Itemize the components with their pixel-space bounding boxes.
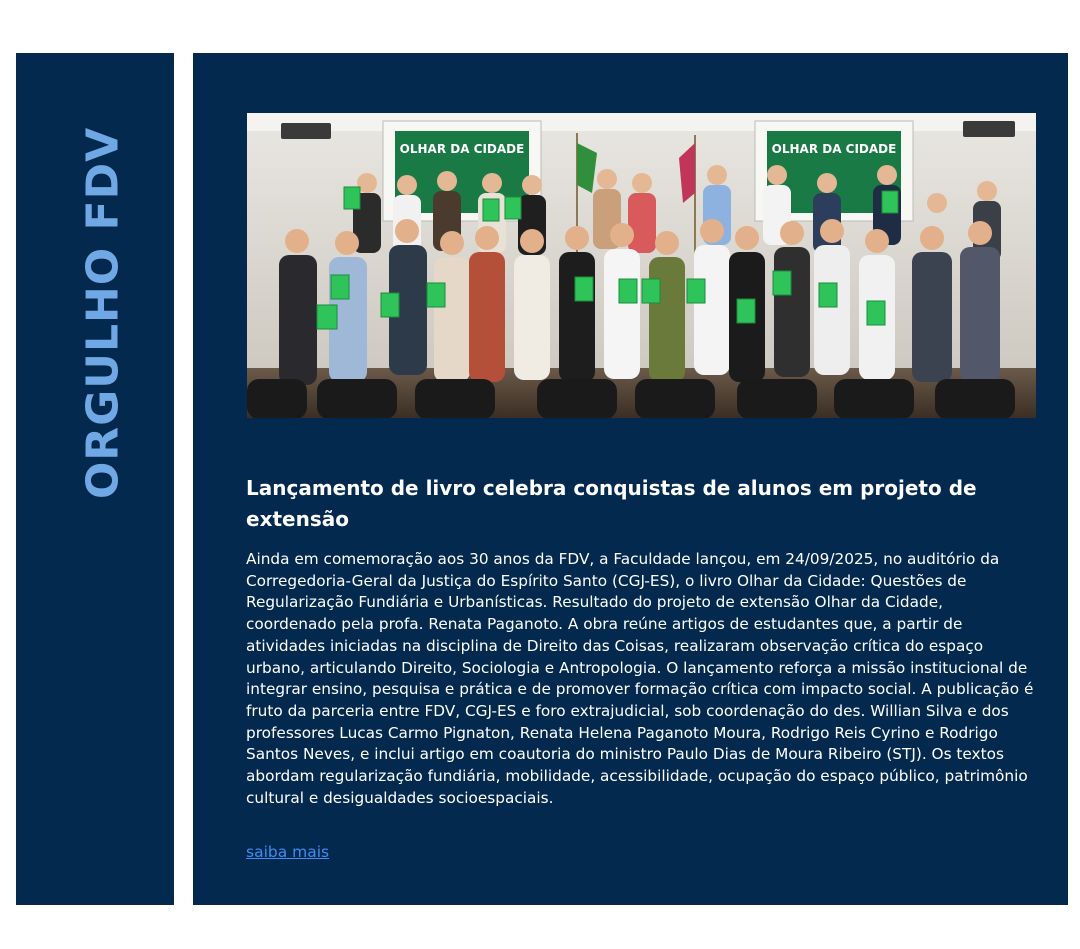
article-body: Ainda em comemoração aos 30 anos da FDV, a Faculdade lançou, em 24/09/2025, no auditório da Corregedoria-Geral da Justiça do Espírito Santo (CGJ-ES), o livro Olhar da Cidade: Questões de Regularização Fundiária e Urbanísticas. Resultado do projeto de extensão Olhar da Cidade, coordenado pela profa. Renata Paganoto. A obra reúne artigos de estudantes que, a partir de atividades iniciadas na disciplina de Direito das Coisas, realizaram observação crítica do espaço urbano, articulando Direito, Sociologia e Antropologia. O lançamento reforça a missão institucional de integrar ensino, pesquisa e prática e de promover formação crítica com impacto social. A publicação é fruto da parceria entre FDV, CGJ-ES e foro extrajudicial, sob coordenação do des. Willian Silva e dos professores Lucas Carmo Pignaton, Renata Helena Paganoto Moura, Rodrigo Reis Cyrino e Rodrigo Santos Neves, e inclui artigo em coautoria do ministro Paulo Dias de Moura Ribeiro (STJ). Os textos abordam regularização fundiária, mobilidade, acessibilidade, ocupação do espaço público, patrimônio cultural e desigualdades socioespaciais.: [246, 550, 1034, 807]
side-banner: [16, 53, 174, 905]
screen-title-left: OLHAR DA CIDADE: [399, 142, 525, 156]
article-headline: Lançamento de livro celebra conquistas de alunos em projeto de extensão: [246, 476, 977, 531]
screen-title-right: OLHAR DA CIDADE: [771, 142, 897, 156]
side-banner-title: ORGULHO FDV: [77, 126, 129, 500]
article-panel: [193, 53, 1068, 905]
read-more-link[interactable]: saiba mais: [246, 843, 330, 861]
event-photo: [247, 113, 1036, 418]
